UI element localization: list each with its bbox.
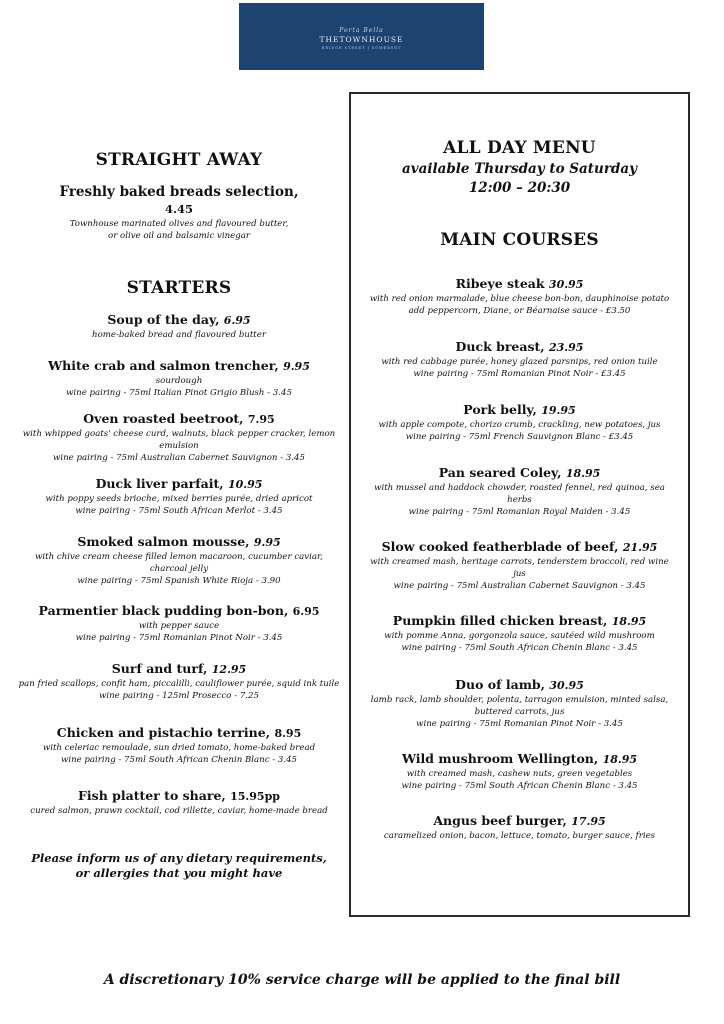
item-description: with whipped goats' cheese curd, walnuts, black pepper cracker, lemon (22, 429, 336, 439)
all-day-menu-box (349, 92, 690, 917)
item-name: Slow cooked featherblade of beef, (381, 539, 619, 554)
opening-hours: 12:00 – 20:30 (468, 180, 571, 196)
item-description: lamb rack, lamb shoulder, polenta, tarragon emulsion, minted salsa, (370, 695, 669, 705)
item-description: pan fried scallops, confit ham, piccalilli, cauliflower purée, squid ink tuile (18, 679, 340, 689)
item-name: Duo of lamb, (455, 677, 546, 692)
menu-item-black-pudding (14, 602, 344, 644)
menu-item-surf-and-turf (14, 660, 344, 702)
item-name: Chicken and pistachio terrine, (56, 725, 271, 740)
wine-pairing: wine pairing - 125ml Prosecco - 7.25 (99, 691, 259, 701)
menu-item-beetroot (14, 410, 344, 464)
item-name: Pan seared Coley, (438, 465, 562, 480)
logo-subtitle: BRIDGE STREET | SOMERSET (321, 46, 402, 50)
item-description: with creamed mash, cashew nuts, green vegetables (406, 769, 633, 779)
sauce-options: add peppercorn, Diane, or Béarnaise sauce - £3.50 (408, 306, 631, 316)
menu-item-duo-of-lamb (351, 676, 688, 730)
wine-pairing: wine pairing - 75ml Romanian Pinot Noir - 3.45 (416, 719, 623, 729)
item-price: 30.95 (548, 278, 584, 291)
service-charge-note: A discretionary 10% service charge will be applied to the final bill (103, 972, 621, 988)
menu-item-salmon-mousse (14, 533, 344, 587)
item-description: with chive cream cheese filled lemon macaroon, cucumber caviar, (35, 552, 323, 562)
logo-script-text: Porta Bella (339, 27, 384, 34)
item-price: 23.95 (549, 341, 584, 354)
wine-pairing: wine pairing - 75ml Romanian Royal Maiden - 3.45 (408, 507, 631, 517)
item-price: 6.95 (292, 605, 320, 618)
item-price: 10.95 (227, 478, 263, 491)
item-description: with red onion marmalade, blue cheese bon-bon, dauphinoise potato (369, 294, 670, 304)
item-name: Freshly baked breads selection, (59, 184, 299, 200)
item-description: cured salmon, prawn cocktail, cod rillette, caviar, home-made bread (30, 806, 328, 816)
right-menu-column (351, 138, 688, 842)
item-name: Duck breast, (455, 339, 545, 354)
wine-pairing: wine pairing - 75ml Spanish White Rioja - 3.90 (77, 576, 281, 586)
wine-pairing: wine pairing - 75ml South African Chenin Blanc - 3.45 (401, 643, 638, 653)
item-price: 8.95 (274, 727, 302, 740)
item-name: White crab and salmon trencher, (48, 358, 279, 373)
wine-pairing: wine pairing - 75ml Australian Cabernet Sauvignon - 3.45 (393, 581, 646, 591)
item-price: 12.95 (211, 663, 247, 676)
menu-item-pork-belly (351, 401, 688, 443)
item-price: 18.95 (565, 467, 601, 480)
menu-item-chicken-breast (351, 612, 688, 654)
availability-text: available Thursday to Saturday (402, 161, 637, 177)
menu-item-coley (351, 464, 688, 518)
item-description: with mussel and haddock chowder, roasted fennel, red quinoa, sea (374, 483, 665, 493)
item-price: 15.95pp (230, 790, 280, 803)
item-price: 19.95 (541, 404, 576, 417)
starters-heading: STARTERS (126, 278, 232, 298)
item-price: 7.95 (247, 413, 275, 426)
item-price: 9.95 (283, 360, 310, 373)
item-description: caramelized onion, bacon, lettuce, tomato, burger sauce, fries (383, 831, 656, 841)
item-description: buttered carrots, jus (474, 707, 565, 717)
item-name: Wild mushroom Wellington, (401, 751, 599, 766)
menu-item-crab-trencher (14, 357, 344, 399)
item-description: with pepper sauce (138, 621, 220, 631)
item-price: 18.95 (602, 753, 638, 766)
item-price: 4.45 (164, 202, 193, 216)
item-description: with red cabbage purée, honey glazed parsnips, red onion tuile (381, 357, 658, 367)
item-name: Ribeye steak (455, 276, 545, 291)
item-description: with apple compote, chorizo crumb, crackling, new potatoes, jus (378, 420, 661, 430)
menu-item-ribeye (351, 275, 688, 317)
wine-pairing: wine pairing - 75ml South African Chenin Blanc - 3.45 (60, 755, 298, 765)
item-price: 21.95 (622, 541, 658, 554)
menu-item-soup (14, 311, 344, 341)
wine-pairing: wine pairing - 75ml Italian Pinot Grigio Blush - 3.45 (66, 388, 292, 398)
menu-item-fish-platter (14, 787, 344, 817)
item-price: 30.95 (549, 679, 584, 692)
wine-pairing: wine pairing - 75ml South African Chenin Blanc - 3.45 (401, 781, 638, 791)
wine-pairing: wine pairing - 75ml Australian Cabernet Sauvignon - 3.45 (53, 453, 305, 463)
item-description: herbs (507, 495, 532, 505)
item-name: Smoked salmon mousse, (77, 534, 250, 549)
menu-item-chicken-terrine (14, 724, 344, 766)
townhouse-logo (239, 3, 484, 70)
menu-item-featherblade (351, 538, 688, 592)
item-price: 9.95 (253, 536, 281, 549)
menu-item-duck-breast (351, 338, 688, 380)
item-description: with celeriac remoulade, sun dried tomato, home-baked bread (42, 743, 316, 753)
item-name: Oven roasted beetroot, (83, 411, 244, 426)
item-name: Fish platter to share, (78, 788, 226, 803)
item-price: 17.95 (571, 815, 606, 828)
item-description: with creamed mash, heritage carrots, tenderstem broccoli, red wine (370, 557, 669, 567)
main-courses-heading: MAIN COURSES (440, 230, 599, 250)
wine-pairing: wine pairing - 75ml French Sauvignon Blanc - £3.45 (405, 432, 634, 442)
all-day-menu-heading: ALL DAY MENU (443, 138, 596, 158)
left-menu-column (14, 150, 344, 881)
item-name: Surf and turf, (111, 661, 208, 676)
item-name: Soup of the day, (107, 312, 220, 327)
item-description: jus (513, 569, 526, 579)
item-description: with pomme Anna, gorgonzola sauce, sautéed wild mushroom (384, 631, 655, 641)
item-description: emulsion (159, 441, 199, 451)
dietary-note: Please inform us of any dietary requirements, or allergies that you might have (31, 851, 327, 880)
logo-name: THETOWNHOUSE (319, 35, 404, 44)
menu-item-duck-parfait (14, 475, 344, 517)
item-name: Parmentier black pudding bon-bon, (38, 603, 289, 618)
menu-item-wellington (351, 750, 688, 792)
item-price: 6.95 (223, 314, 251, 327)
item-description: or olive oil and balsamic vinegar (108, 231, 250, 241)
item-name: Pork belly, (463, 402, 537, 417)
menu-item-breads (14, 184, 344, 242)
item-description: home-baked bread and flavoured butter (92, 330, 266, 340)
item-name: Angus beef burger, (433, 813, 567, 828)
item-name: Duck liver parfait, (95, 476, 224, 491)
item-name: Pumpkin filled chicken breast, (392, 613, 608, 628)
straight-away-heading: STRAIGHT AWAY (95, 150, 263, 170)
item-price: 18.95 (611, 615, 647, 628)
item-description: with poppy seeds brioche, mixed berries purée, dried apricot (45, 494, 313, 504)
wine-pairing: wine pairing - 75ml Romanian Pinot Noir - 3.45 (75, 633, 283, 643)
item-description: charcoal jelly (149, 564, 209, 574)
item-description: sourdough (155, 376, 203, 386)
wine-pairing: wine pairing - 75ml South African Merlot - 3.45 (75, 506, 283, 516)
wine-pairing: wine pairing - 75ml Romanian Pinot Noir - £3.45 (413, 369, 626, 379)
item-description: Townhouse marinated olives and flavoured butter, (69, 219, 289, 229)
menu-item-burger (351, 812, 688, 842)
